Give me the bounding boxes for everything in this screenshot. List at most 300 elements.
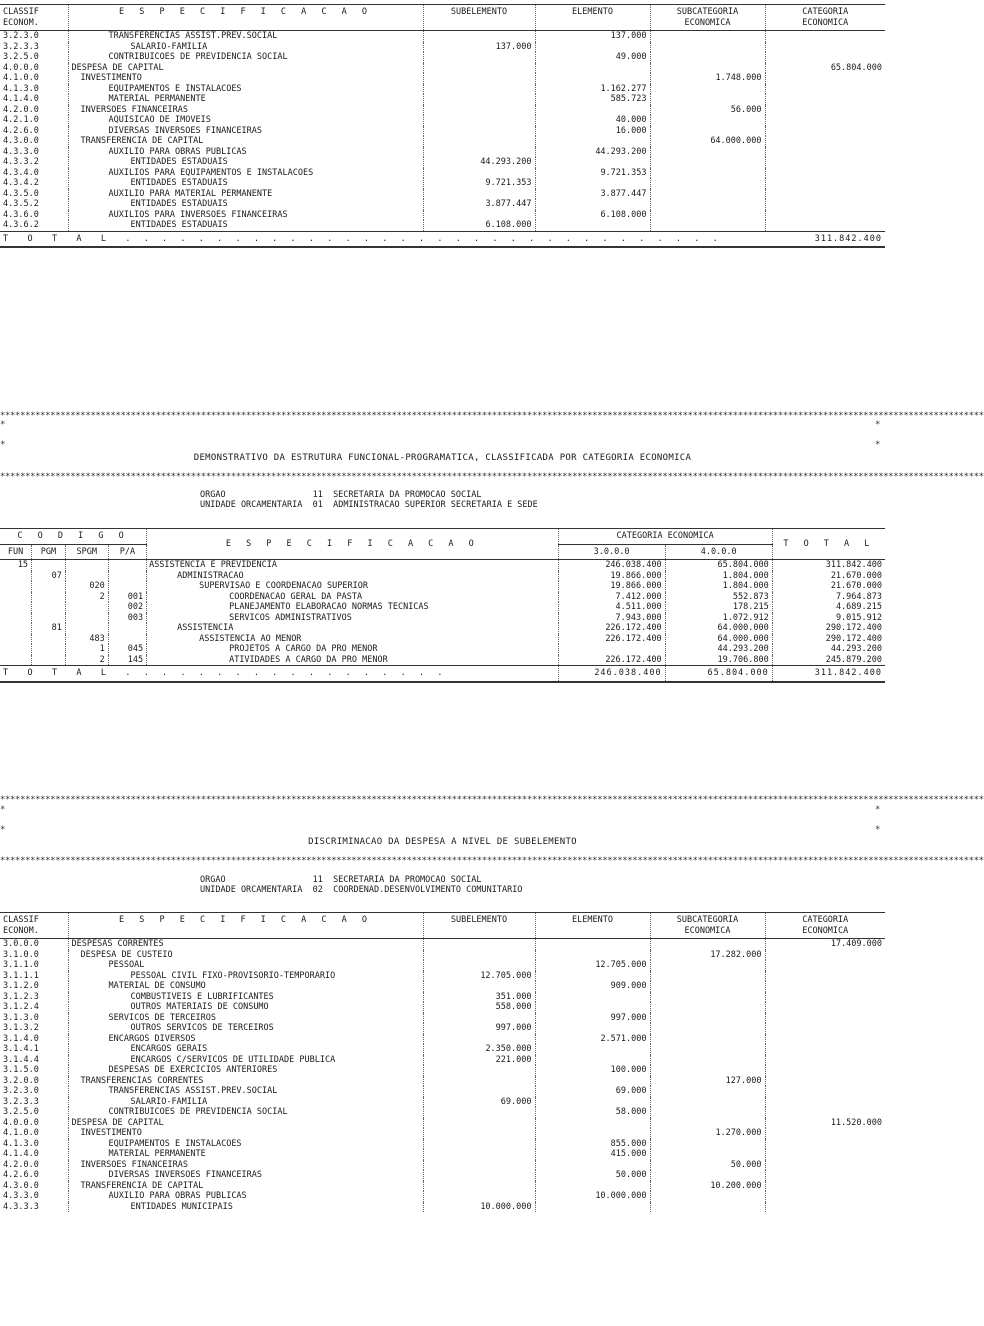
total-cell: 311.842.400 — [825, 560, 882, 570]
categoria-cell — [765, 960, 885, 971]
classif-cell: 3.0.0.0 — [0, 939, 68, 950]
spec-cell: AUXILIOS PARA EQUIPAMENTOS E INSTALACOES — [68, 168, 423, 179]
categoria-cell — [765, 1013, 885, 1024]
elemento-cell — [535, 73, 650, 84]
subelemento-cell — [423, 168, 535, 179]
elemento-cell — [535, 1023, 650, 1034]
subcategoria-cell — [650, 115, 765, 126]
banner2-org-block — [200, 875, 522, 895]
classif-cell: 3.1.4.0 — [0, 1034, 68, 1045]
classif-cell: 4.3.4.0 — [0, 168, 68, 179]
cat4-cell: 178.215 — [665, 602, 772, 613]
categoria-cell — [765, 1055, 885, 1066]
classif-cell: 4.1.4.0 — [0, 94, 68, 105]
unit-label-2: UNIDADE ORCAMENTARIA — [200, 885, 303, 895]
subelemento-cell — [423, 981, 535, 992]
classif-cell: 3.2.3.3 — [0, 42, 68, 53]
spec-cell: ENTIDADES ESTADUAIS — [68, 199, 423, 210]
spec-cell: SALARIO-FAMILIA — [68, 42, 423, 53]
table-row — [0, 602, 885, 613]
spgm-cell — [65, 613, 108, 624]
table-row — [0, 1065, 885, 1076]
subcategoria-cell: 1.748.000 — [650, 73, 765, 84]
spec-cell: DESPESA DE CAPITAL — [68, 63, 423, 74]
pgm-cell: 81 — [32, 623, 66, 634]
org-label-2: ORGAO — [200, 875, 226, 885]
spec-cell: AUXILIOS PARA INVERSOES FINANCEIRAS — [68, 210, 423, 221]
subelemento-cell — [423, 1013, 535, 1024]
spec-cell: CONTRIBUICOES DE PREVIDENCIA SOCIAL — [68, 1107, 423, 1118]
banner1-top-border: **************************************************************************************************************************************************************************************************** — [0, 411, 984, 421]
table-row — [0, 220, 885, 231]
subelemento-cell: 351.000 — [423, 992, 535, 1003]
subcategoria-cell — [650, 1034, 765, 1045]
fun-cell — [0, 581, 32, 592]
spec-cell: DIVERSAS INVERSOES FINANCEIRAS — [68, 126, 423, 137]
subelemento-cell: 6.108.000 — [423, 220, 535, 231]
subcategoria-cell — [650, 981, 765, 992]
subcategoria-cell — [650, 1118, 765, 1129]
classif-cell: 4.3.5.0 — [0, 189, 68, 200]
table-row — [0, 31, 885, 42]
classif-cell: 3.1.1.0 — [0, 960, 68, 971]
elemento-cell — [535, 105, 650, 116]
cat3-cell — [558, 644, 665, 655]
banner1-bottom-border: **************************************************************************************************************************************************************************************************** — [0, 472, 984, 482]
pa-cell: 045 — [108, 644, 146, 655]
subcategoria-cell — [650, 178, 765, 189]
subcategoria-cell: 56.000 — [650, 105, 765, 116]
header-categoria: CATEGORIA ECONOMICA — [765, 5, 885, 31]
elemento-cell — [535, 136, 650, 147]
classif-cell: 4.3.0.0 — [0, 136, 68, 147]
elemento-cell: 50.000 — [535, 1170, 650, 1181]
categoria-cell — [765, 981, 885, 992]
spgm-cell: 020 — [65, 581, 108, 592]
subelemento-cell — [423, 960, 535, 971]
mid-total-label: T O T A L . . . . . . . . . . . . . . . . . . — [0, 666, 558, 682]
mid-total-3000: 246.038.400 — [558, 666, 665, 682]
categoria-cell — [765, 157, 885, 168]
fun-cell — [0, 655, 32, 666]
top-expense-table — [0, 4, 885, 248]
classif-cell: 3.2.3.0 — [0, 31, 68, 42]
elemento-cell: 12.705.000 — [535, 960, 650, 971]
pa-cell: 001 — [108, 592, 146, 603]
cat3-cell: 7.943.000 — [558, 613, 665, 624]
spec-cell: ENCARGOS C/SERVICOS DE UTILIDADE PUBLICA — [68, 1055, 423, 1066]
subcategoria-cell — [650, 1013, 765, 1024]
header-especificacao-2: E S P E C I F I C A C A O — [68, 913, 423, 939]
table-row — [0, 1055, 885, 1066]
subcategoria-cell — [650, 992, 765, 1003]
categoria-cell — [765, 1044, 885, 1055]
elemento-cell — [535, 971, 650, 982]
classif-cell: 4.3.6.0 — [0, 210, 68, 221]
categoria-cell — [765, 189, 885, 200]
elemento-cell: 10.000.000 — [535, 1191, 650, 1202]
spec-cell: TRANSFERENCIAS ASSIST.PREV.SOCIAL — [68, 31, 423, 42]
subelemento-cell: 221.000 — [423, 1055, 535, 1066]
spgm-cell: 483 — [65, 634, 108, 645]
banner2-bottom-border: **************************************************************************************************************************************************************************************************** — [0, 856, 984, 866]
spec-cell: PESSOAL — [68, 960, 423, 971]
unit-label: UNIDADE ORCAMENTARIA — [200, 500, 303, 510]
subcategoria-cell — [650, 1170, 765, 1181]
total-cell: 21.670.000 — [830, 581, 882, 591]
table-row — [0, 199, 885, 210]
header-fun: FUN — [0, 544, 32, 560]
categoria-cell — [765, 168, 885, 179]
categoria-cell — [765, 1202, 885, 1213]
elemento-cell — [535, 1181, 650, 1192]
classif-cell: 3.2.3.3 — [0, 1097, 68, 1108]
table-row — [0, 157, 885, 168]
categoria-cell — [765, 971, 885, 982]
table-row — [0, 1076, 885, 1087]
elemento-cell: 100.000 — [535, 1065, 650, 1076]
subcategoria-cell — [650, 971, 765, 982]
table-row — [0, 115, 885, 126]
cat4-cell: 19.706.800 — [665, 655, 772, 666]
subelemento-cell — [423, 189, 535, 200]
elemento-cell: 415.000 — [535, 1149, 650, 1160]
header-cat-4000: 4.0.0.0 — [665, 544, 772, 560]
subcategoria-cell — [650, 1002, 765, 1013]
table-row — [0, 1139, 885, 1150]
categoria-cell — [765, 94, 885, 105]
elemento-cell: 40.000 — [535, 115, 650, 126]
table-row — [0, 168, 885, 179]
elemento-cell — [535, 1097, 650, 1108]
elemento-cell — [535, 63, 650, 74]
spec-cell: COMBUSTIVEIS E LUBRIFICANTES — [68, 992, 423, 1003]
cat3-cell: 19.866.000 — [558, 581, 665, 592]
total-cell: 4.689.215 — [835, 602, 882, 612]
subelemento-cell: 997.000 — [423, 1023, 535, 1034]
classif-cell: 3.1.4.4 — [0, 1055, 68, 1066]
categoria-cell — [765, 1034, 885, 1045]
spec-cell: OUTROS SERVICOS DE TERCEIROS — [68, 1023, 423, 1034]
spgm-cell: 2 — [65, 655, 108, 666]
subelemento-cell: 10.000.000 — [423, 1202, 535, 1213]
table-row — [0, 189, 885, 200]
spec-cell: AQUISICAO DE IMOVEIS — [68, 115, 423, 126]
table-row — [0, 1044, 885, 1055]
spec-cell: DESPESA DE CAPITAL — [68, 1118, 423, 1129]
categoria-cell — [765, 1170, 885, 1181]
elemento-cell — [535, 157, 650, 168]
table-row — [0, 581, 885, 592]
fun-cell — [0, 571, 32, 582]
spec-cell: INVESTIMENTO — [68, 73, 423, 84]
elemento-cell: 997.000 — [535, 1013, 650, 1024]
categoria-cell — [765, 73, 885, 84]
bottom-expense-table — [0, 912, 885, 1212]
elemento-cell: 58.000 — [535, 1107, 650, 1118]
header-subelemento: SUBELEMENTO — [423, 5, 535, 31]
subelemento-cell: 558.000 — [423, 1002, 535, 1013]
table-row — [0, 84, 885, 95]
total-cell: 290.172.400 — [825, 633, 882, 644]
elemento-cell — [535, 1128, 650, 1139]
classif-cell: 4.1.4.0 — [0, 1149, 68, 1160]
elemento-cell: 6.108.000 — [535, 210, 650, 221]
spec-cell: TRANSFERENCIAS CORRENTES — [68, 1076, 423, 1087]
cat3-cell: 226.172.400 — [558, 623, 665, 634]
spec-cell: DESPESAS CORRENTES — [68, 939, 423, 950]
pa-cell: 145 — [108, 655, 146, 666]
spec-cell: SERVICOS ADMINISTRATIVOS — [147, 613, 558, 624]
table-row — [0, 571, 885, 582]
elemento-cell — [535, 1160, 650, 1171]
subcategoria-cell — [650, 126, 765, 137]
categoria-cell — [765, 115, 885, 126]
total-cell: 9.015.912 — [835, 612, 882, 623]
table-row — [0, 981, 885, 992]
cat3-cell: 226.172.400 — [558, 634, 665, 645]
table-row — [0, 210, 885, 221]
subelemento-cell — [423, 115, 535, 126]
subelemento-cell — [423, 1128, 535, 1139]
classif-cell: 4.3.3.2 — [0, 157, 68, 168]
classif-cell: 3.1.2.0 — [0, 981, 68, 992]
table-row — [0, 1160, 885, 1171]
subelemento-cell — [423, 136, 535, 147]
categoria-cell — [765, 1191, 885, 1202]
spec-cell: DESPESAS DE EXERCICIOS ANTERIORES — [68, 1065, 423, 1076]
fun-cell — [0, 644, 32, 655]
spec-cell: ENTIDADES MUNICIPAIS — [68, 1202, 423, 1213]
subelemento-cell — [423, 147, 535, 158]
header-categoria-2: CATEGORIA ECONOMICA — [765, 913, 885, 939]
spec-cell: SUPERVISAO E COORDENACAO SUPERIOR — [147, 581, 558, 592]
table-row — [0, 971, 885, 982]
subcategoria-cell — [650, 52, 765, 63]
categoria-cell — [765, 992, 885, 1003]
spec-cell: ASSISTENCIA — [147, 623, 558, 634]
spec-cell: MATERIAL PERMANENTE — [68, 1149, 423, 1160]
table-row — [0, 126, 885, 137]
spec-cell: AUXILIO PARA OBRAS PUBLICAS — [68, 1191, 423, 1202]
classif-cell: 3.1.4.1 — [0, 1044, 68, 1055]
pgm-cell — [32, 613, 66, 624]
subelemento-cell: 137.000 — [423, 42, 535, 53]
subelemento-cell — [423, 210, 535, 221]
spec-cell: ENCARGOS DIVERSOS — [68, 1034, 423, 1045]
classif-cell: 3.1.2.4 — [0, 1002, 68, 1013]
spgm-cell — [65, 602, 108, 613]
pgm-cell — [32, 592, 66, 603]
fun-cell — [0, 613, 32, 624]
classif-cell: 4.3.3.3 — [0, 1202, 68, 1213]
table-row — [0, 63, 885, 74]
subcategoria-cell: 64.000.000 — [650, 136, 765, 147]
banner2-right-border-2: * — [875, 825, 881, 835]
header-classif: CLASSIF ECONOM. — [0, 5, 68, 31]
categoria-cell — [765, 1139, 885, 1150]
spec-cell: ENTIDADES ESTADUAIS — [68, 220, 423, 231]
table-row — [0, 1202, 885, 1213]
subcategoria-cell — [650, 960, 765, 971]
spec-cell: PROJETOS A CARGO DA PRO MENOR — [147, 644, 558, 655]
elemento-cell: 909.000 — [535, 981, 650, 992]
cat4-cell: 1.804.000 — [665, 571, 772, 582]
banner1-title: DEMONSTRATIVO DA ESTRUTURA FUNCIONAL-PROGRAMATICA, CLASSIFICADA POR CATEGORIA ECONOMICA — [193, 453, 692, 463]
subcategoria-cell — [650, 31, 765, 42]
categoria-cell — [765, 1076, 885, 1087]
spec-cell: TRANSFERENCIAS ASSIST.PREV.SOCIAL — [68, 1086, 423, 1097]
spec-cell: MATERIAL PERMANENTE — [68, 94, 423, 105]
categoria-cell — [765, 1149, 885, 1160]
banner1-left-border: * — [0, 420, 6, 430]
subcategoria-cell — [650, 1107, 765, 1118]
fun-cell: 15 — [0, 560, 32, 571]
subelemento-cell — [423, 1065, 535, 1076]
table-row — [0, 1191, 885, 1202]
classif-cell: 3.2.5.0 — [0, 1107, 68, 1118]
classif-cell: 4.0.0.0 — [0, 63, 68, 74]
cat4-cell: 552.873 — [665, 592, 772, 603]
header-especificacao-mid: E S P E C I F I C A C A O — [147, 529, 558, 560]
subcategoria-cell — [650, 189, 765, 200]
elemento-cell — [535, 939, 650, 950]
categoria-cell: 17.409.000 — [830, 939, 882, 949]
spec-cell: INVERSOES FINANCEIRAS — [68, 105, 423, 116]
categoria-cell — [765, 84, 885, 95]
spec-cell: PLANEJAMENTO ELABORACAO NORMAS TECNICAS — [147, 602, 558, 613]
header-pa: P/A — [108, 544, 146, 560]
banner2-top-border: **************************************************************************************************************************************************************************************************** — [0, 795, 984, 805]
table-row — [0, 1013, 885, 1024]
classif-cell: 4.2.0.0 — [0, 105, 68, 116]
cat4-cell: 1.804.000 — [665, 581, 772, 592]
categoria-cell: 65.804.000 — [830, 62, 882, 73]
subcategoria-cell — [650, 63, 765, 74]
subcategoria-cell — [650, 1149, 765, 1160]
table-row — [0, 1170, 885, 1181]
cat3-cell: 7.412.000 — [558, 592, 665, 603]
subelemento-cell: 2.350.000 — [423, 1044, 535, 1055]
table-row — [0, 105, 885, 116]
pa-cell — [108, 560, 146, 571]
subelemento-cell: 9.721.353 — [423, 178, 535, 189]
table-row — [0, 1097, 885, 1108]
spec-cell: ADMINISTRACAO — [147, 571, 558, 582]
subcategoria-cell: 10.200.000 — [650, 1181, 765, 1192]
subcategoria-cell — [650, 210, 765, 221]
table-row — [0, 1128, 885, 1139]
total-value: 311.842.400 — [765, 231, 885, 247]
header-pgm: PGM — [32, 544, 66, 560]
categoria-cell: 11.520.000 — [830, 1117, 882, 1128]
table-row — [0, 560, 885, 571]
fun-cell — [0, 592, 32, 603]
subcategoria-cell — [650, 84, 765, 95]
categoria-cell — [765, 105, 885, 116]
spec-cell: SERVICOS DE TERCEIROS — [68, 1013, 423, 1024]
elemento-cell — [535, 1002, 650, 1013]
banner1-right-border: * — [875, 420, 881, 430]
categoria-cell — [765, 126, 885, 137]
subcategoria-cell — [650, 220, 765, 231]
unit-value-2: 02 COORDENAD.DESENVOLVIMENTO COMUNITARIO — [312, 885, 523, 895]
spec-cell: AUXILIO PARA MATERIAL PERMANENTE — [68, 189, 423, 200]
categoria-cell — [765, 1023, 885, 1034]
elemento-cell — [535, 1055, 650, 1066]
org-value-2: 11 SECRETARIA DA PROMOCAO SOCIAL — [312, 875, 482, 885]
classif-cell: 4.2.6.0 — [0, 126, 68, 137]
banner1-left-border-2: * — [0, 440, 6, 450]
bottom-expense-table-section — [0, 912, 885, 1212]
classif-cell: 3.1.3.2 — [0, 1023, 68, 1034]
classif-cell: 4.3.4.2 — [0, 178, 68, 189]
spec-cell: ENCARGOS GERAIS — [68, 1044, 423, 1055]
table-row — [0, 42, 885, 53]
total-label: T O T A L . . . . . . . . . . . . . . . . . . . . . . . . . . . . . . . . . — [0, 231, 765, 247]
categoria-cell — [765, 147, 885, 158]
banner2-title: DISCRIMINACAO DA DESPESA A NIVEL DE SUBELEMENTO — [308, 837, 577, 847]
total-cell: 21.670.000 — [830, 570, 882, 581]
cat4-cell: 1.072.912 — [665, 613, 772, 624]
subelemento-cell — [423, 1034, 535, 1045]
cat4-cell: 64.000.000 — [665, 634, 772, 645]
categoria-cell — [765, 1128, 885, 1139]
fun-cell — [0, 623, 32, 634]
pgm-cell — [32, 581, 66, 592]
pgm-cell — [32, 560, 66, 571]
elemento-cell — [535, 992, 650, 1003]
categoria-cell — [765, 210, 885, 221]
table-row — [0, 960, 885, 971]
spec-cell: DIVERSAS INVERSOES FINANCEIRAS — [68, 1170, 423, 1181]
header-subcategoria-2: SUBCATEGORIA ECONOMICA — [650, 913, 765, 939]
elemento-cell — [535, 220, 650, 231]
mid-total-all: 311.842.400 — [772, 666, 885, 682]
subelemento-cell: 69.000 — [423, 1097, 535, 1108]
pa-cell — [108, 581, 146, 592]
classif-cell: 4.3.3.0 — [0, 147, 68, 158]
header-subelemento-2: SUBELEMENTO — [423, 913, 535, 939]
table-row — [0, 136, 885, 147]
elemento-cell — [535, 1118, 650, 1129]
categoria-cell — [765, 178, 885, 189]
subelemento-cell — [423, 84, 535, 95]
table-row — [0, 73, 885, 84]
spec-cell: ASSISTENCIA AO MENOR — [147, 634, 558, 645]
header-codigo: C O D I G O — [0, 529, 147, 545]
classif-cell: 3.1.3.0 — [0, 1013, 68, 1024]
table-row — [0, 147, 885, 158]
categoria-cell — [765, 1065, 885, 1076]
table-row — [0, 992, 885, 1003]
subelemento-cell — [423, 950, 535, 961]
table-row — [0, 634, 885, 645]
pa-cell — [108, 634, 146, 645]
subelemento-cell: 44.293.200 — [423, 157, 535, 168]
spgm-cell — [65, 560, 108, 571]
classif-cell: 4.3.5.2 — [0, 199, 68, 210]
subcategoria-cell — [650, 939, 765, 950]
total-cell: 290.172.400 — [825, 623, 882, 633]
subelemento-cell — [423, 63, 535, 74]
table-row — [0, 592, 885, 603]
subelemento-cell — [423, 1191, 535, 1202]
cat3-cell: 246.038.400 — [558, 560, 665, 571]
table-row — [0, 1034, 885, 1045]
table-row — [0, 644, 885, 655]
header-total: T O T A L — [772, 529, 885, 560]
